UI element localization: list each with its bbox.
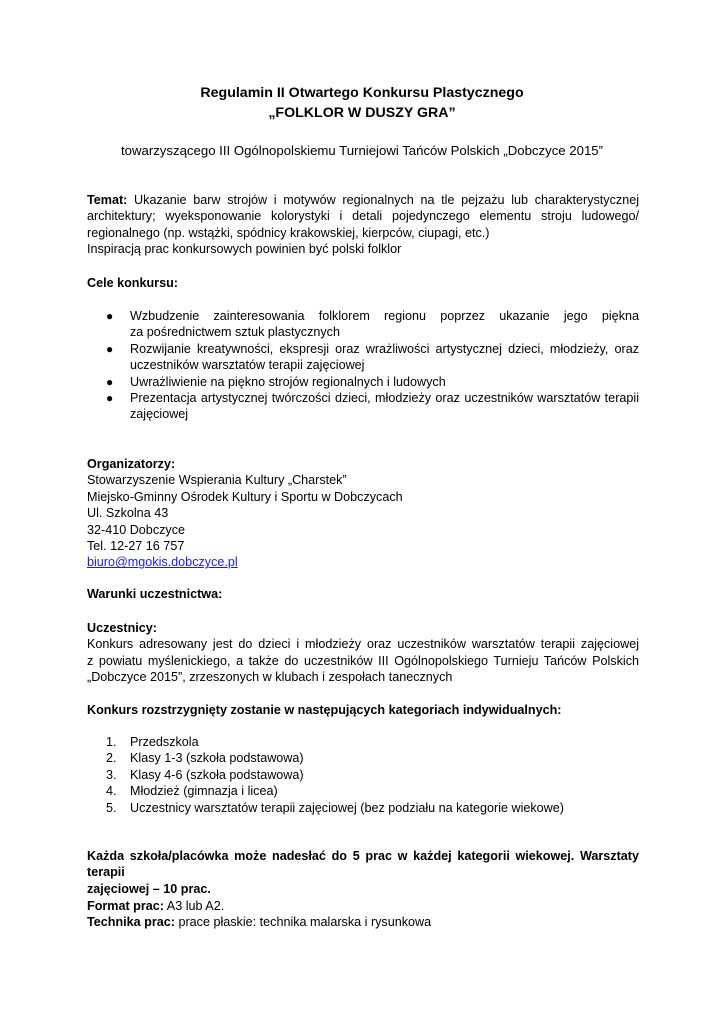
kategorie-heading: Konkurs rozstrzygnięty zostanie w następujących kategoriach indywidualnych: <box>87 703 562 717</box>
temat-line-2: architektury; wyeksponowanie kolorystyki i detali pojedynczego elementu stroju ludowego/ <box>87 209 639 224</box>
warunki-heading: Warunki uczestnictwa: <box>87 587 223 601</box>
organizer-name-2: Miejsko-Gminny Ośrodek Kultury i Sportu w Dobczycach <box>87 489 403 504</box>
list-item: ● Rozwijanie kreatywności, ekspresji oraz wrażliwości artystycznej dzieci, młodzieży, oraz uczestników warsztatów terapii zajęciowej <box>106 341 639 373</box>
cele-list <box>87 308 639 423</box>
list-item: ● Prezentacja artystycznej twórczości dzieci, młodzieży oraz uczestników warsztatów terapii zajęciowej <box>106 391 639 422</box>
format-section <box>87 898 639 931</box>
uczestnicy-section <box>87 620 639 686</box>
uczestnicy-line-1: Konkurs adresowany jest do dzieci i młodzieży oraz uczestników warsztatów terapii zajęciowej <box>87 637 639 652</box>
organizatorzy-heading: Organizatorzy: <box>87 457 176 471</box>
uczestnicy-heading: Uczestnicy: <box>87 621 157 635</box>
list-item: 5. Uczestnicy warsztatów terapii zajęciowej (bez podziału na kategorie wiekowe) <box>106 800 564 815</box>
temat-line-1: Temat: Ukazanie barw strojów i motywów regionalnych na tle pejzażu lub charakterystycznej <box>87 193 640 207</box>
organizer-name-1: Stowarzyszenie Wspierania Kultury „Charstek” <box>87 473 347 488</box>
format-value: A3 lub A2. <box>166 899 225 913</box>
limit-section <box>87 848 639 897</box>
document-title: Regulamin II Otwartego Konkursu Plastycznego <box>200 85 524 101</box>
uczestnicy-line-3: „Dobczyce 2015”, zrzeszonych w klubach i zespołach tanecznych <box>87 670 453 685</box>
organizer-email-link[interactable]: biuro@mgokis.dobczyce.pl <box>87 555 238 570</box>
technika-label: Technika prac: <box>87 915 175 930</box>
limit-line-2: zajęciowej – 10 prac. <box>87 881 211 896</box>
bullet-icon: ● <box>106 391 114 406</box>
list-item: 4. Młodzież (gimnazja i licea) <box>106 784 278 799</box>
format-label: Format prac: <box>87 899 164 913</box>
organizer-street: Ul. Szkolna 43 <box>87 506 169 521</box>
document-title-subheading: „FOLKLOR W DUSZY GRA” <box>268 105 456 121</box>
bullet-icon: ● <box>106 341 114 356</box>
organizer-city: 32-410 Dobczyce <box>87 522 186 537</box>
list-item: 2. Klasy 1-3 (szkoła podstawowa) <box>106 751 304 766</box>
list-item: 1. Przedszkola <box>106 735 199 749</box>
temat-line-4: Inspiracją prac konkursowych powinien być polski folklor <box>87 242 402 257</box>
format-line <box>87 898 639 914</box>
list-item: ● Uwrażliwienie na piękno strojów regionalnych i ludowych <box>106 374 446 389</box>
list-item: 3. Klasy 4-6 (szkoła podstawowa) <box>106 767 304 782</box>
bullet-icon: ● <box>106 374 114 389</box>
bullet-icon: ● <box>106 309 114 323</box>
kategorie-list <box>87 734 639 816</box>
list-item: ● Wzbudzenie zainteresowania folklorem regionu poprzez ukazanie jego piękna za pośrednictwem sztuk plastycznych <box>106 309 639 340</box>
technika-value: prace płaskie: technika malarska i rysunkowa <box>178 915 432 930</box>
organizer-phone: Tel. 12-27 16 757 <box>87 539 185 554</box>
technika-line <box>87 914 639 930</box>
temat-section <box>87 192 639 258</box>
temat-line-3: regionalnego (np. wstążki, spódnicy krakowskiej, kierpców, ciupagi, etc.) <box>87 225 490 240</box>
organizatorzy-section <box>87 456 639 571</box>
temat-label: Temat: <box>87 193 128 207</box>
uczestnicy-line-2: z powiatu myślenickiego, a także do uczestników III Ogólnopolskiego Turnieju Tańców Polskich <box>87 653 639 668</box>
limit-line-1: Każda szkoła/placówka może nadesłać do 5 prac w każdej kategorii wiekowej. Warsztaty terapii <box>87 849 639 880</box>
document-subtitle: towarzyszącego III Ogólnopolskiemu Turniejowi Tańców Polskich „Dobczyce 2015” <box>120 143 604 158</box>
cele-heading: Cele konkursu: <box>87 276 178 290</box>
